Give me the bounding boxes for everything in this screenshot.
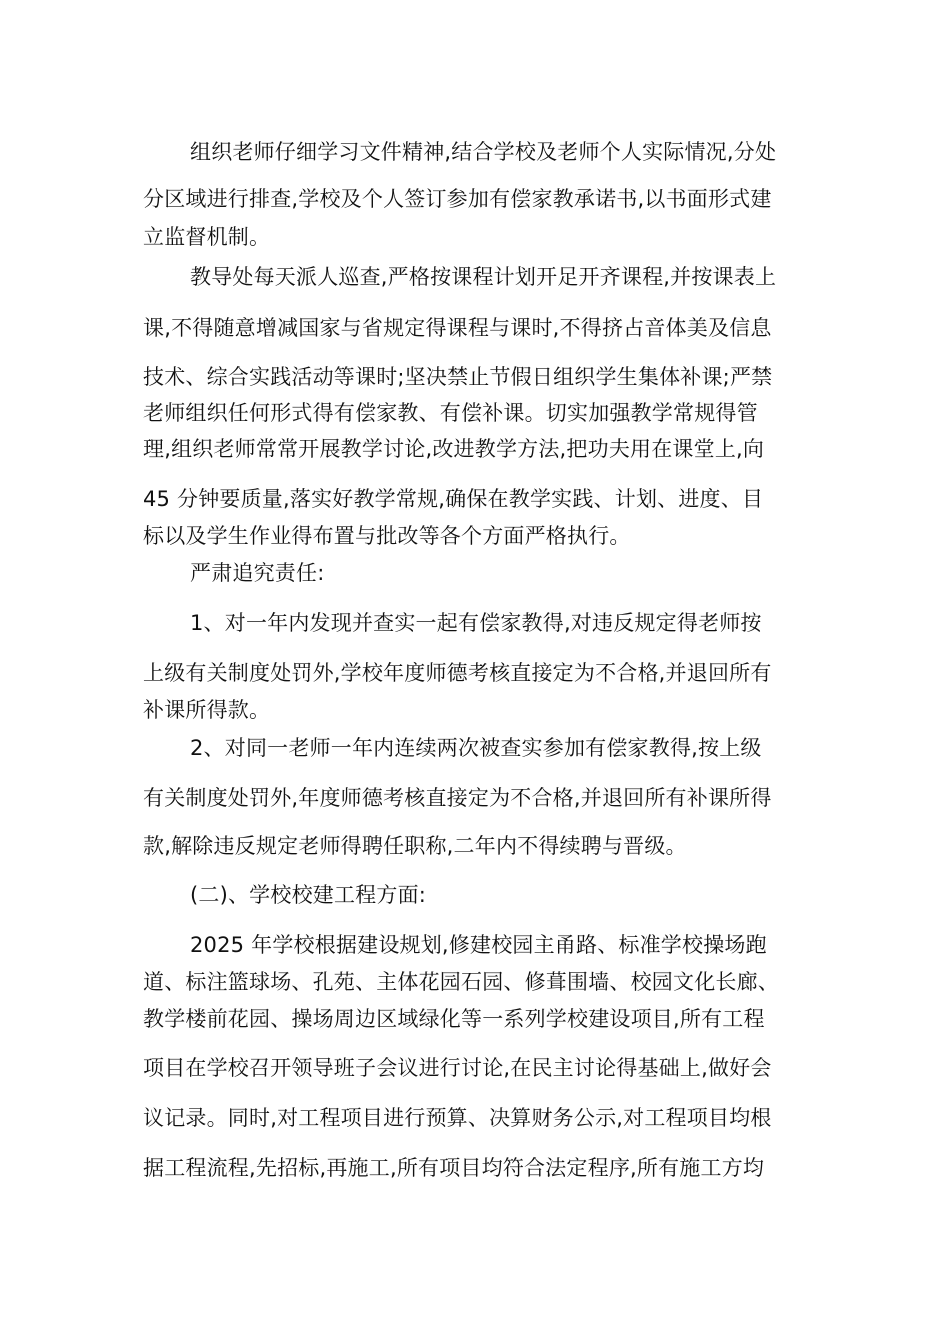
text-line: 严肃追究责任: <box>190 561 325 585</box>
text-line: (二)、学校校建工程方面: <box>190 883 427 907</box>
text-line: 补课所得款。 <box>143 698 271 722</box>
text-line: 有关制度处罚外,年度师德考核直接定为不合格,并退回所有补课所得 <box>143 786 772 810</box>
text-line: 技术、综合实践活动等课时;坚决禁止节假日组织学生集体补课;严禁 <box>143 365 773 389</box>
text-line: 分区域进行排查,学校及个人签订参加有偿家教承诺书,以书面形式建 <box>143 187 772 211</box>
text-line: 立监督机制。 <box>143 225 271 249</box>
text-line: 课,不得随意增减国家与省规定得课程与课时,不得挤占音体美及信息 <box>143 316 772 340</box>
text-line: 组织老师仔细学习文件精神,结合学校及老师个人实际情况,分处 <box>190 140 777 164</box>
text-line: 理,组织老师常常开展教学讨论,改进教学方法,把功夫用在课堂上,向 <box>143 437 765 461</box>
text-line: 2025 年学校根据建设规划,修建校园主甬路、标准学校操场跑 <box>190 933 767 957</box>
text-line: 45 分钟要质量,落实好教学常规,确保在教学实践、计划、进度、目 <box>143 487 764 511</box>
text-line: 道、标注篮球场、孔苑、主体花园石园、修葺围墙、校园文化长廊、 <box>143 970 779 994</box>
text-line: 老师组织任何形式得有偿家教、有偿补课。切实加强教学常规得管 <box>143 401 758 425</box>
text-line: 1、对一年内发现并查实一起有偿家教得,对违反规定得老师按 <box>190 611 762 635</box>
text-line: 标以及学生作业得布置与批改等各个方面严格执行。 <box>143 524 631 548</box>
text-line: 款,解除违反规定老师得聘任职称,二年内不得续聘与晋级。 <box>143 834 687 858</box>
text-line: 议记录。同时,对工程项目进行预算、决算财务公示,对工程项目均根 <box>143 1106 772 1130</box>
text-line: 项目在学校召开领导班子会议进行讨论,在民主讨论得基础上,做好会 <box>143 1056 772 1080</box>
text-line: 2、对同一老师一年内连续两次被查实参加有偿家教得,按上级 <box>190 736 762 760</box>
text-line: 教导处每天派人巡查,严格按课程计划开足开齐课程,并按课表上 <box>190 265 777 289</box>
text-line: 上级有关制度处罚外,学校年度师德考核直接定为不合格,并退回所有 <box>143 661 772 685</box>
text-line: 教学楼前花园、操场周边区域绿化等一系列学校建设项目,所有工程 <box>143 1007 765 1031</box>
text-line: 据工程流程,先招标,再施工,所有项目均符合法定程序,所有施工方均 <box>143 1156 765 1180</box>
